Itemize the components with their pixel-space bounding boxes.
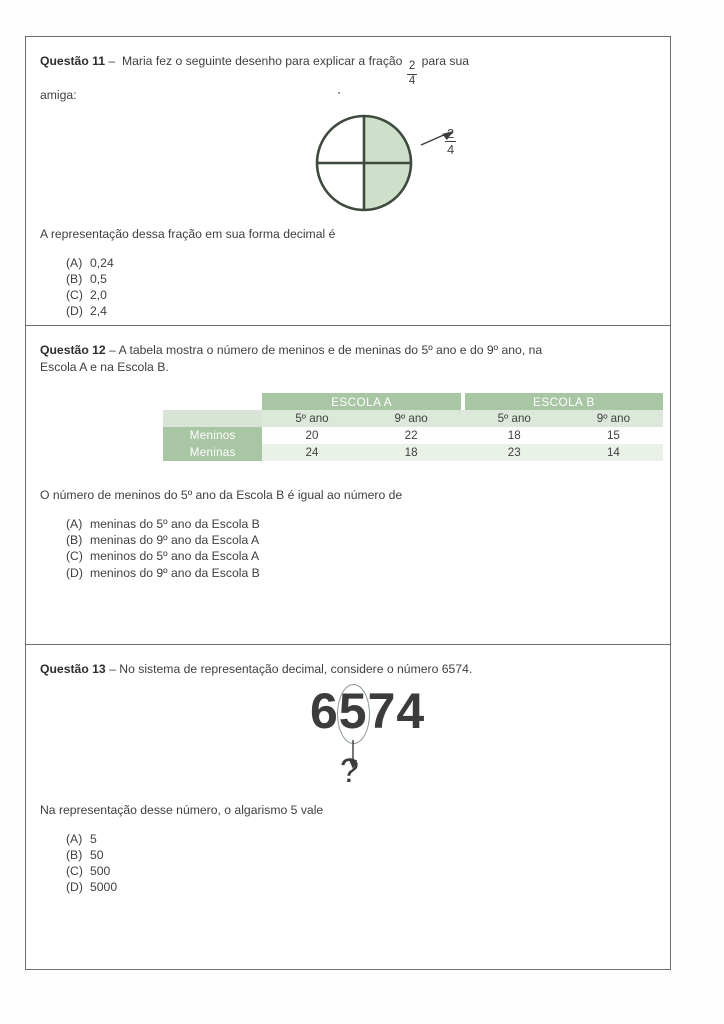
option-text: 2,0 [90, 287, 107, 302]
option-text: 0,24 [90, 255, 114, 270]
option-key: (A) [66, 255, 83, 270]
callout-fraction-2-4 [444, 122, 457, 157]
table-header-year-b5: 5º ano [465, 410, 564, 427]
question-11-options [40, 255, 656, 320]
option-row[interactable] [66, 847, 656, 863]
highlight-ellipse [337, 684, 370, 744]
question-13-figure [40, 680, 656, 798]
table-cell: 23 [465, 444, 564, 461]
option-row[interactable] [66, 831, 656, 847]
question-block-13 [26, 645, 670, 895]
table-corner-blank [163, 393, 262, 410]
option-key: (C) [66, 549, 83, 564]
callout-denominator: 4 [447, 142, 455, 158]
schools-table [163, 393, 663, 461]
fraction-numerator: 2 [407, 61, 417, 75]
table-row-school-headers [163, 393, 663, 410]
fraction-circle-diagram [308, 110, 420, 216]
option-row[interactable] [66, 879, 656, 895]
option-key: (A) [66, 517, 83, 531]
table-header-year-a9: 9º ano [362, 410, 461, 427]
option-text: meninos do 9º ano da Escola B [90, 565, 260, 580]
option-key: (A) [66, 831, 83, 846]
option-row[interactable] [66, 565, 656, 581]
option-row[interactable] [66, 548, 656, 564]
exam-frame [25, 36, 671, 970]
table-cell: 20 [262, 427, 361, 444]
table-corner-light [163, 410, 262, 427]
option-row[interactable] [66, 863, 656, 879]
question-12-stem [40, 342, 656, 375]
option-key: (D) [66, 304, 83, 319]
question-block-12 [26, 326, 670, 644]
question-12-dash: – [109, 343, 116, 357]
table-header-year-b9: 9º ano [564, 410, 663, 427]
table-row-label-meninas: Meninas [163, 444, 262, 461]
table-cell: 18 [362, 444, 461, 461]
option-key: (C) [66, 287, 83, 302]
table-row-label-meninos: Meninos [163, 427, 262, 444]
option-row[interactable] [66, 271, 656, 287]
table-cell: 18 [465, 427, 564, 444]
table-header-escola-a: ESCOLA A [262, 393, 460, 410]
option-row[interactable] [66, 516, 656, 532]
stray-dot [338, 92, 340, 94]
table-cell: 22 [362, 427, 461, 444]
option-key: (B) [66, 847, 83, 862]
question-13-label: Questão 13 [40, 662, 106, 676]
table-cell: 14 [564, 444, 663, 461]
option-text: 5000 [90, 880, 118, 895]
question-11-prompt: A representação dessa fração em sua forma decimal é [40, 226, 336, 241]
question-13-stem-text: No sistema de representação decimal, considere o número 6574. [119, 662, 473, 676]
table-cell: 24 [262, 444, 361, 461]
table-row-year-headers [163, 410, 663, 427]
question-12-stem-line1: A tabela mostra o número de meninos e de meninas do 5º ano e do 9º ano, na [118, 343, 543, 357]
callout-fraction [445, 127, 456, 156]
option-text: 2,4 [90, 304, 107, 319]
option-text: 50 [90, 847, 104, 862]
option-row[interactable] [66, 303, 656, 319]
option-text: 500 [90, 863, 111, 878]
table-header-year-a5: 5º ano [262, 410, 361, 427]
question-11-dash: – [108, 54, 116, 68]
option-key: (B) [66, 271, 83, 286]
question-13-options [40, 831, 656, 896]
inline-fraction-2-4 [407, 61, 417, 87]
fraction-denominator: 4 [408, 74, 416, 87]
question-11-stem [40, 53, 656, 104]
option-key: (D) [66, 565, 83, 580]
big-number-6574: 6574 [310, 682, 426, 739]
option-row[interactable] [66, 287, 656, 303]
option-key: (C) [66, 863, 83, 878]
question-13-stem [40, 661, 656, 678]
question-12-options [40, 516, 656, 581]
option-text: meninas do 9º ano da Escola A [90, 533, 260, 548]
question-block-11 [26, 37, 670, 325]
option-row[interactable] [66, 255, 656, 271]
option-row[interactable] [66, 532, 656, 548]
question-13-prompt: Na representação desse número, o algarismo 5 vale [40, 802, 324, 817]
option-text: 5 [90, 831, 97, 846]
option-key: (D) [66, 880, 83, 895]
question-11-figure [40, 108, 656, 218]
question-12-prompt: O número de meninos do 5º ano da Escola B é igual ao número de [40, 488, 403, 502]
question-11-label: Questão 11 [40, 54, 106, 68]
option-text: meninos do 5º ano da Escola A [90, 549, 260, 564]
table-header-escola-b: ESCOLA B [465, 393, 663, 410]
question-11-stem-line2: amiga: [40, 88, 77, 103]
table-cell: 15 [564, 427, 663, 444]
question-11-stem-after: para sua [421, 54, 470, 68]
option-key: (B) [66, 533, 83, 548]
option-text: meninas do 5º ano da Escola B [90, 517, 260, 531]
question-13-dash: – [109, 662, 116, 676]
question-11-stem-before: Maria fez o seguinte desenho para explicar a fração [121, 54, 403, 68]
question-mark-annotation: ? [340, 751, 359, 790]
question-12-label: Questão 12 [40, 343, 106, 357]
table-row [163, 427, 663, 444]
option-text: 0,5 [90, 271, 107, 286]
callout-numerator: 2 [447, 126, 455, 142]
question-12-stem-line2: Escola A e na Escola B. [40, 359, 169, 374]
table-row [163, 444, 663, 461]
